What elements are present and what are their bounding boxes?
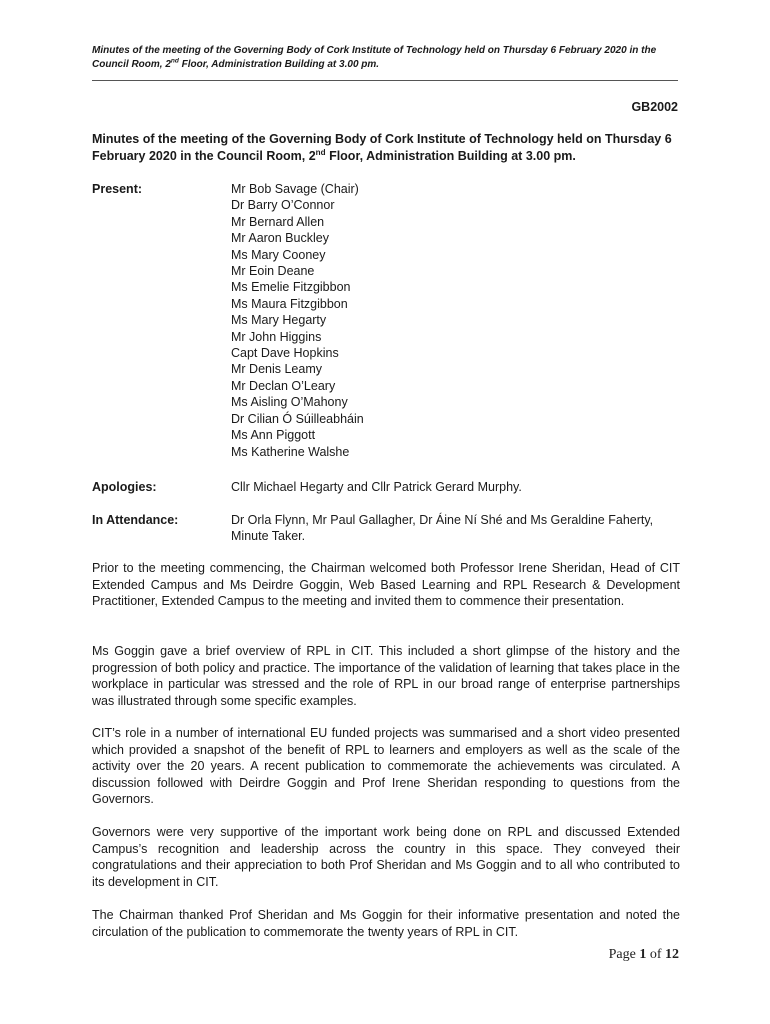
present-member: Mr Bernard Allen xyxy=(231,214,325,229)
present-member: Mr Denis Leamy xyxy=(231,362,322,377)
present-member: Dr Barry O’Connor xyxy=(231,198,335,213)
present-member: Mr Declan O’Leary xyxy=(231,378,336,393)
header-divider xyxy=(92,80,678,81)
present-member: Ms Emelie Fitzgibbon xyxy=(231,280,351,295)
running-header xyxy=(92,44,680,72)
present-label: Present: xyxy=(92,182,143,196)
page-number-prefix: Page xyxy=(608,947,640,962)
running-header-text-b: Floor, Administration Building at 3.00 pm. xyxy=(178,59,380,70)
present-member: Mr Eoin Deane xyxy=(231,264,315,279)
present-members-list xyxy=(231,181,680,460)
present-member: Mr Bob Savage (Chair) xyxy=(231,182,359,196)
attendance-label: In Attendance: xyxy=(92,513,179,527)
paragraph-rpl-overview: Ms Goggin gave a brief overview of RPL in CIT. This included a short glimpse of the history and the progression of both policy and practice. The importance of the validation of learning that takes place in the workplace in particular was stressed and the role of RPL in our broad range of enterprise partnerships was illustrated through some specific examples. xyxy=(92,644,680,708)
apologies-label: Apologies: xyxy=(92,480,157,494)
minutes-title-text-b: Floor, Administration Building at 3.00 pm. xyxy=(325,149,576,163)
paragraph-eu-projects: CIT’s role in a number of international EU funded projects was summarised and a short video presented which provided a snapshot of the benefit of RPL to learners and employers as well as the scale of the activity over the 20 years. A recent publication to commemorate the achievements was circulated. A discussion followed with Deirdre Goggin and Prof Irene Sheridan responding to questions from the Governors. xyxy=(92,726,680,807)
document-reference: GB2002 xyxy=(631,100,678,114)
page-number-current: 1 xyxy=(639,947,647,962)
attendance-text: Dr Orla Flynn, Mr Paul Gallagher, Dr Áine Ní Shé and Ms Geraldine Faherty, Minute Taker. xyxy=(231,513,654,544)
present-member: Ms Katherine Walshe xyxy=(231,444,350,459)
minutes-title-text-a: Minutes of the meeting of the Governing Body of Cork Institute of Technology held on Thursday 6 February 2020 in the Council Room, 2 xyxy=(92,132,672,163)
minutes-title-sup: nd xyxy=(315,147,326,157)
running-header-sup: nd xyxy=(170,57,179,65)
present-member: Mr Aaron Buckley xyxy=(231,231,329,246)
present-member: Ms Aisling O’Mahony xyxy=(231,395,348,410)
present-member: Capt Dave Hopkins xyxy=(231,346,339,361)
paragraph-chairman-thanks: The Chairman thanked Prof Sheridan and Ms Goggin for their informative presentation and noted the circulation of the publication to commemorate the twenty years of RPL in CIT. xyxy=(92,908,680,939)
present-member: Ms Mary Hegarty xyxy=(231,313,327,328)
present-member: Mr John Higgins xyxy=(231,329,322,344)
page-number-total: 12 xyxy=(665,947,679,962)
paragraph-governors-support: Governors were very supportive of the important work being done on RPL and discussed Extended Campus’s recognition and leadership across the country in this space. They conveyed their congratulations and their appreciation to both Prof Sheridan and Ms Goggin and to all who contributed to its development in CIT. xyxy=(92,825,680,889)
minutes-title xyxy=(92,131,680,165)
apologies-text: Cllr Michael Hegarty and Cllr Patrick Gerard Murphy. xyxy=(231,480,522,494)
page-number xyxy=(609,947,679,963)
running-header-text-a: Minutes of the meeting of the Governing Body of Cork Institute of Technology held on Thursday 6 February 2020 in the Council Room, 2 xyxy=(92,45,657,70)
present-member: Ms Mary Cooney xyxy=(231,247,326,262)
paragraph-welcome: Prior to the meeting commencing, the Chairman welcomed both Professor Irene Sheridan, Head of CIT Extended Campus and Ms Deirdre Goggin, Web Based Learning and RPL Research & Development Practitioner, Extended Campus to the meeting and invited them to commence their presentation. xyxy=(92,561,680,609)
present-member: Ms Ann Piggott xyxy=(231,428,316,443)
present-member: Dr Cilian Ó Súilleabháin xyxy=(231,411,364,426)
page-number-of: of xyxy=(646,947,665,962)
present-member: Ms Maura Fitzgibbon xyxy=(231,296,348,311)
